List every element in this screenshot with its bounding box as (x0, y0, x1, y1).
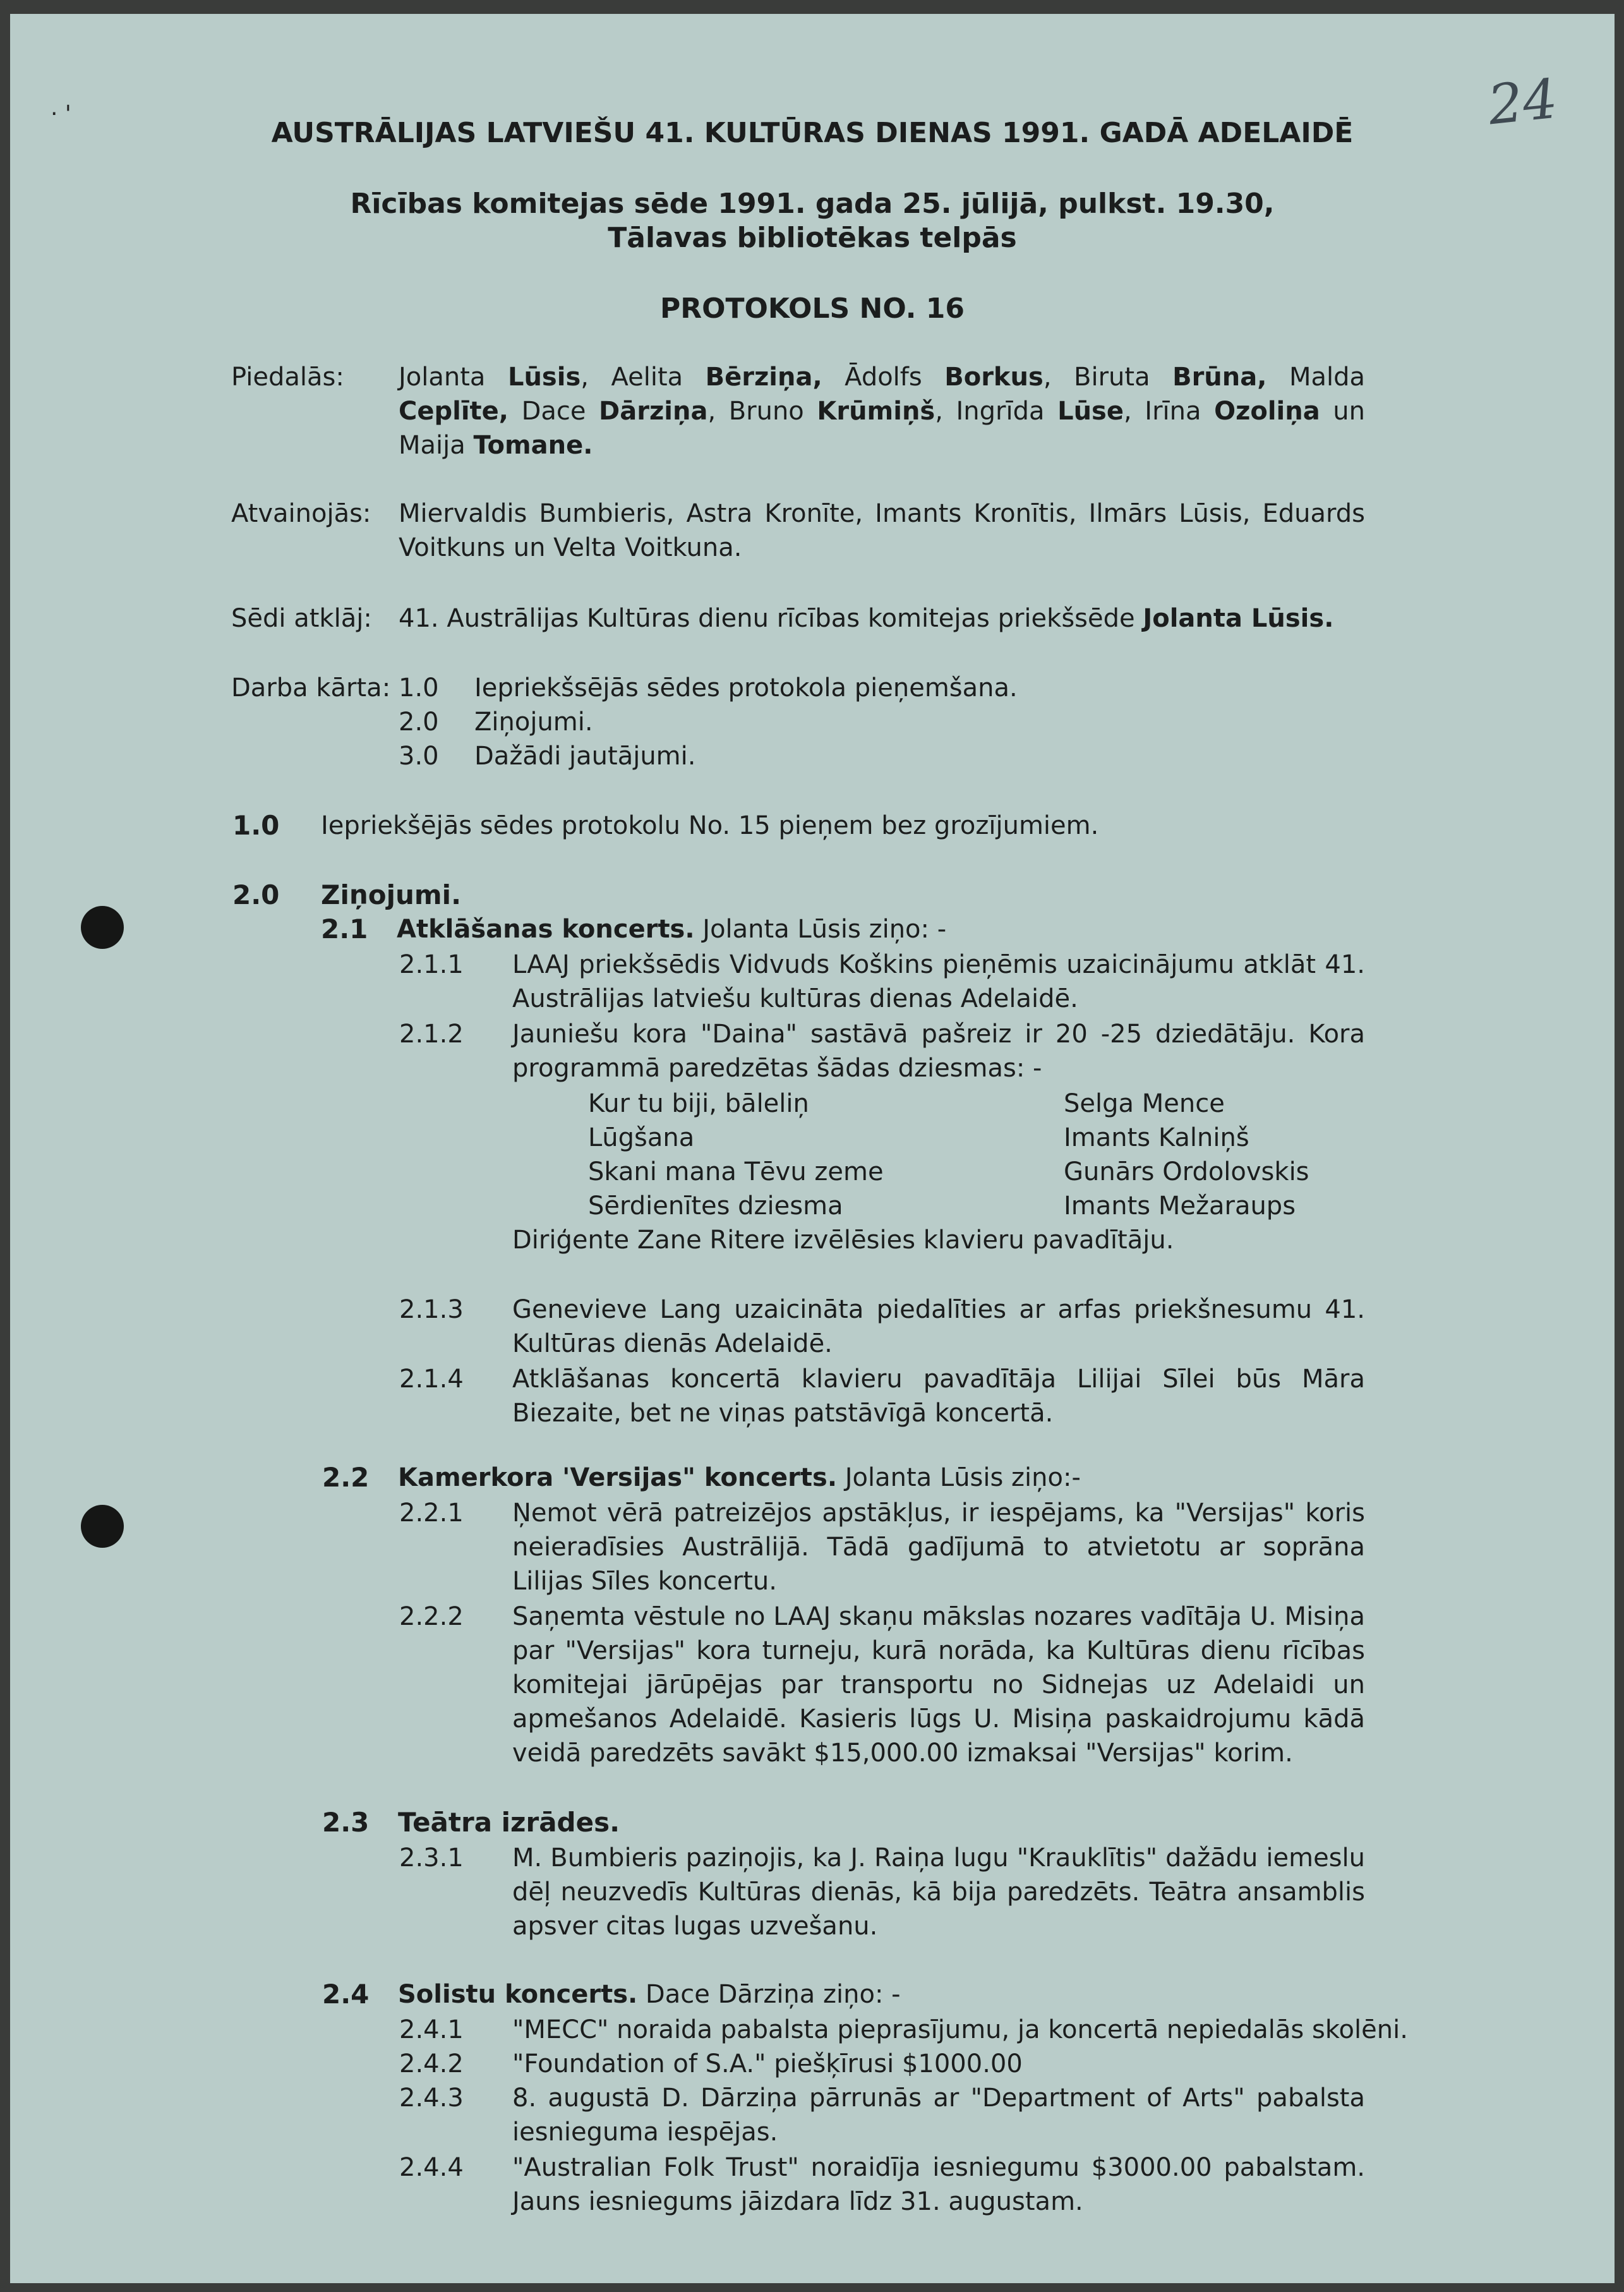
section-2-number: 2.0 (232, 879, 280, 910)
section-2-4-heading: Solistu koncerts. Dace Dārziņa ziņo: - (398, 1980, 901, 2009)
song-title: Kur tu biji, bāleliņ (588, 1089, 809, 1118)
section-2-3-title: Teātra izrādes. (398, 1807, 620, 1838)
section-2-3-number: 2.3 (322, 1807, 370, 1838)
item-2-1-1-text: LAAJ priekšsēdis Vidvuds Koškins pieņēmis uzaicinājumu atklāt 41. Austrālijas latviešu kultūras dienas Adelaidē. (512, 950, 1365, 1013)
meeting-line-2: Tālavas bibliotēkas telpās (608, 222, 1017, 254)
speck-mark: · ' (51, 101, 71, 127)
item-2-2-1-number: 2.2.1 (399, 1499, 464, 1528)
excused-label: Atvainojās: (231, 499, 371, 528)
agenda-num-2: 2.0 (399, 708, 439, 737)
document-page (10, 14, 1615, 2283)
agenda-text-3: Dažādi jautājumi. (474, 742, 696, 771)
item-2-1-3-text: Genevieve Lang uzaicināta piedalīties ar arfas priekšnesumu 41. Kultūras dienās Adelaidē. (512, 1295, 1365, 1358)
item-2-4-3-text: 8. augustā D. Dārziņa pārrunās ar "Department of Arts" pabalsta iesnieguma iespējas. (512, 2084, 1365, 2147)
conductor-note: Diriģente Zane Ritere izvēlēsies klavieru pavadītāju. (512, 1226, 1174, 1255)
item-2-4-4-text: "Australian Folk Trust" noraidīja iesniegumu $3000.00 pabalstam. Jauns iesniegums jāizdara līdz 31. augustam. (512, 2153, 1365, 2216)
item-2-1-2-number: 2.1.2 (399, 1020, 464, 1049)
song-composer: Imants Mežaraups (1064, 1191, 1296, 1221)
opened-label: Sēdi atklāj: (231, 604, 372, 633)
section-2-1-heading: Atklāšanas koncerts. Jolanta Lūsis ziņo: - (397, 915, 947, 944)
song-title: Skani mana Tēvu zeme (588, 1157, 884, 1186)
song-title: Sērdienītes dziesma (588, 1191, 843, 1221)
handwritten-page-number: 24 (1485, 67, 1561, 138)
section-2-2-heading: Kamerkora 'Versijas" koncerts. Jolanta Lūsis ziņo:- (398, 1463, 1081, 1492)
excused-line-2: Voitkuns un Velta Voitkuna. (399, 533, 742, 562)
section-1-text: Iepriekšējās sēdes protokolu No. 15 pieņem bez grozījumiem. (321, 811, 1099, 840)
item-2-4-2-number: 2.4.2 (399, 2049, 464, 2078)
item-2-2-1-text: Ņemot vērā patreizējos apstākļus, ir iespējams, ka "Versijas" koris neieradīsies Austrālijā. Tādā gadījumā to atvietotu ar soprāna Lilijas Sīles koncertu. (512, 1499, 1365, 1596)
song-title: Lūgšana (588, 1123, 695, 1152)
item-2-3-1-text: M. Bumbieris paziņojis, ka J. Raiņa lugu "Krauklītis" dažādu iemeslu dēļ neuzvedīs Kultūras dienās, kā bija paredzēts. Teātra ansamblis apsver citas lugas uzvešanu. (512, 1843, 1365, 1941)
song-composer: Gunārs Ordolovskis (1064, 1157, 1309, 1186)
item-2-4-2-text: "Foundation of S.A." piešķīrusi $1000.00 (512, 2049, 1023, 2078)
song-composer: Selga Mence (1064, 1089, 1225, 1118)
item-2-4-1-number: 2.4.1 (399, 2015, 464, 2044)
agenda-text-2: Ziņojumi. (474, 708, 593, 737)
item-2-4-3-number: 2.4.3 (399, 2084, 464, 2113)
present-list: Jolanta Lūsis, Aelita Bērziņa, Ādolfs Borkus, Biruta Brūna, Malda Ceplīte, Dace Dārziņa, Bruno Krūmiņš, Ingrīda Lūse, Irīna Ozoliņa un Maija Tomane. (399, 363, 1366, 460)
excused-line-1: Miervaldis Bumbieris, Astra Kronīte, Imants Kronītis, Ilmārs Lūsis, Eduards (399, 499, 1365, 528)
agenda-num-3: 3.0 (399, 742, 439, 771)
section-1-number: 1.0 (232, 810, 280, 841)
item-2-1-4-text: Atklāšanas koncertā klavieru pavadītāja Lilijai Sīlei būs Māra Biezaite, bet ne viņas patstāvīgā koncertā. (512, 1365, 1365, 1428)
item-2-1-1-number: 2.1.1 (399, 950, 464, 979)
item-2-1-2-text: Jauniešu kora "Daina" sastāvā pašreiz ir 20 -25 dziedātāju. Kora programmā paredzētas šādas dziesmas: - (512, 1020, 1365, 1083)
present-label: Piedalās: (231, 363, 344, 392)
agenda-num-1: 1.0 (399, 673, 439, 703)
item-2-1-3-number: 2.1.3 (399, 1295, 464, 1324)
section-2-title: Ziņojumi. (321, 879, 462, 910)
section-2-4-number: 2.4 (322, 1979, 370, 2010)
section-2-2-number: 2.2 (322, 1462, 370, 1493)
item-2-2-2-number: 2.2.2 (399, 1602, 464, 1631)
item-2-2-2-text: Saņemta vēstule no LAAJ skaņu mākslas nozares vadītāja U. Misiņa par "Versijas" kora turneju, kurā norāda, ka Kultūras dienu rīcības komitejai jārūpējas par transportu no Sidnejas uz Adelaidi un apmešanos Adelaidē. Kasieris lūgs U. Misiņa paskaidrojumu kādā veidā paredzēts savākt $15,000.00 izmaksai "Versijas" korim. (512, 1602, 1365, 1768)
opened-text: 41. Austrālijas Kultūras dienu rīcības komitejas priekšsēde Jolanta Lūsis. (399, 604, 1334, 633)
song-composer: Imants Kalniņš (1064, 1123, 1249, 1152)
item-2-4-1-text: "MECC" noraida pabalsta pieprasījumu, ja koncertā nepiedalās skolēni. (512, 2015, 1408, 2044)
item-2-4-4-number: 2.4.4 (399, 2153, 464, 2182)
document-title: AUSTRĀLIJAS LATVIEŠU 41. KULTŪRAS DIENAS 1991. GADĀ ADELAIDĒ (271, 117, 1354, 149)
item-2-1-4-number: 2.1.4 (399, 1365, 464, 1394)
item-2-3-1-number: 2.3.1 (399, 1843, 464, 1873)
meeting-line-1: Rīcības komitejas sēde 1991. gada 25. jūlijā, pulkst. 19.30, (350, 188, 1275, 220)
agenda-text-1: Iepriekšsējās sēdes protokola pieņemšana. (474, 673, 1018, 703)
agenda-label: Darba kārta: (231, 673, 391, 703)
section-2-1-number: 2.1 (321, 914, 368, 944)
protocol-number: PROTOKOLS NO. 16 (659, 293, 965, 325)
